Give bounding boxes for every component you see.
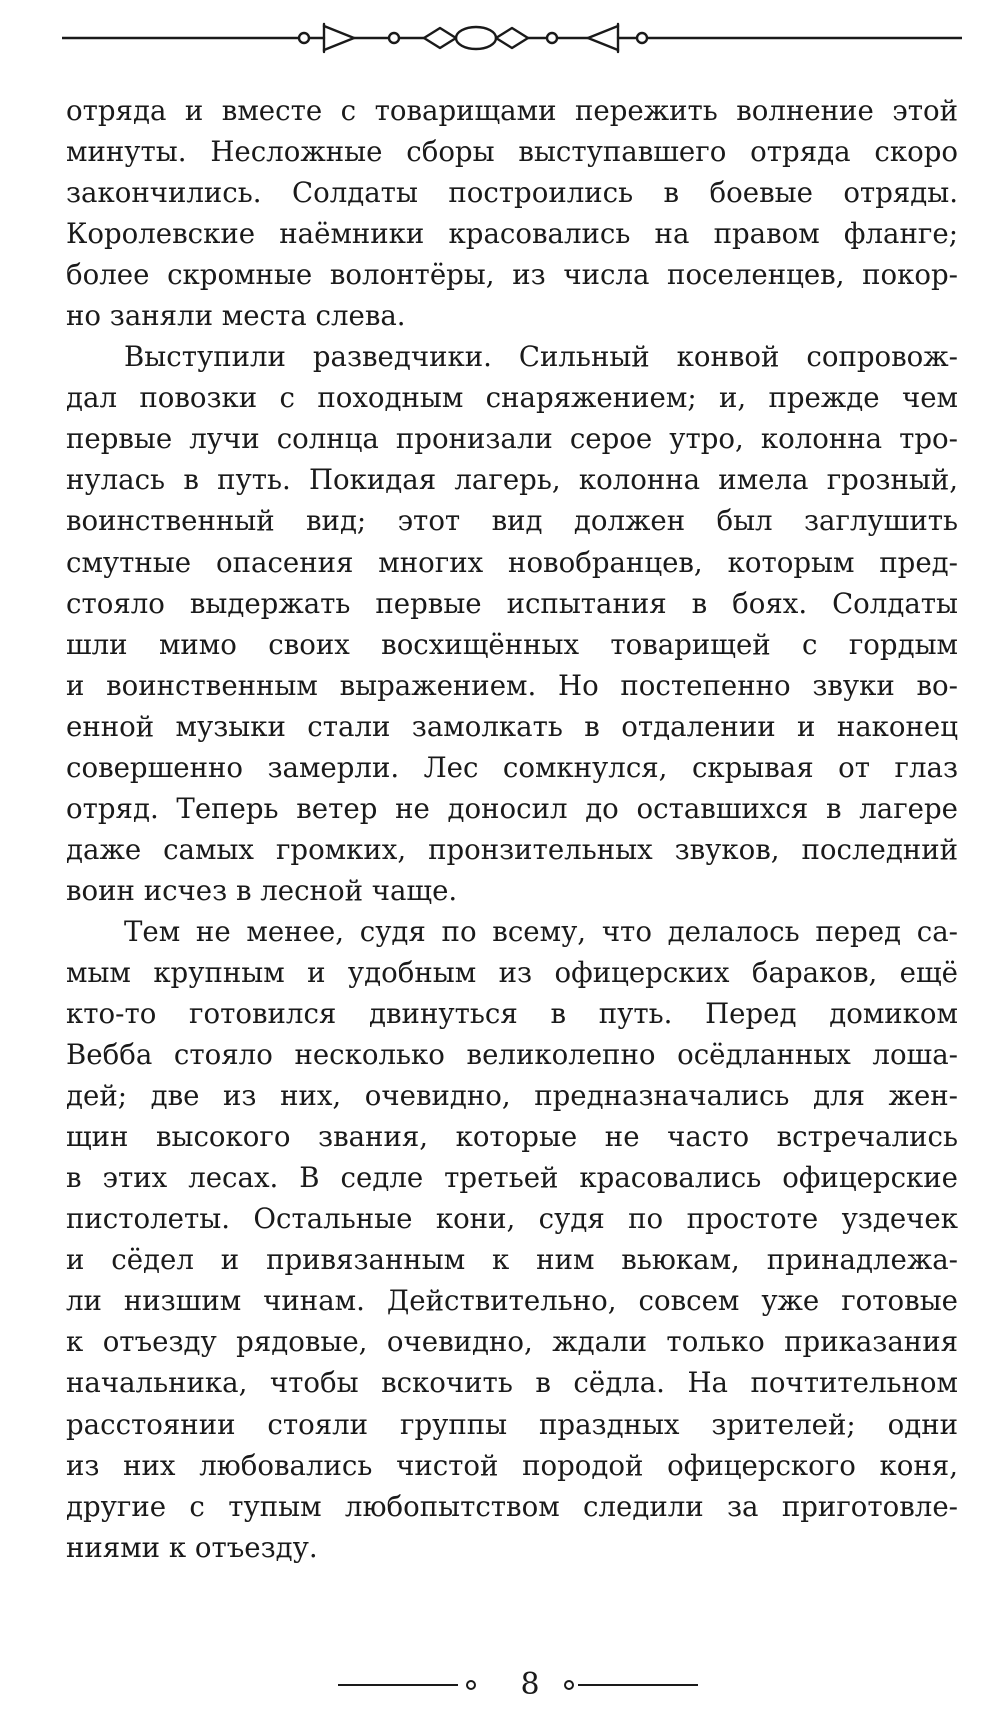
text-line: щин высокого звания, которые не часто встречались — [66, 1120, 958, 1154]
text-line: даже самых громких, пронзительных звуков, последний — [66, 832, 958, 866]
text-line: расстоянии стояли группы праздных зрителей; одни — [66, 1407, 958, 1441]
text-line: воинственный вид; этот вид должен был заглушить — [66, 504, 958, 538]
text-line: дал повозки с походным снаряжением; и, прежде чем — [66, 381, 958, 415]
text-line: отряда и вместе с товарищами пережить волнение этой — [66, 94, 958, 127]
page-footer — [0, 1665, 1000, 1705]
text-line: нулась в путь. Покидая лагерь, колонна имела грозный, — [66, 463, 958, 497]
text-line: ли низшим чинам. Действительно, совсем уже готовые — [66, 1284, 958, 1318]
text-line: и воинственным выражением. Но постепенно звуки во- — [66, 668, 958, 702]
text-line: из них любовались чистой породой офицерского коня, — [66, 1448, 958, 1482]
text-line: пистолеты. Остальные кони, судя по простоте уздечек — [66, 1202, 958, 1236]
text-line: стояло выдержать первые испытания в боях. Солдаты — [66, 586, 958, 620]
text-line: смутные опасения многих новобранцев, которым пред- — [66, 545, 958, 579]
text-line: более скромные волонтёры, из числа поселенцев, покор- — [66, 258, 958, 292]
text-line: начальника, чтобы вскочить в сёдла. На почтительном — [66, 1366, 958, 1400]
footer-dot-left — [466, 1680, 476, 1690]
text-line: к отъезду рядовые, очевидно, ждали только приказания — [66, 1325, 958, 1359]
text-line: закончились. Солдаты построились в боевые отряды. — [66, 176, 958, 210]
text-line: в этих лесах. В седле третьей красовались офицерские — [66, 1161, 958, 1195]
text-line: другие с тупым любопытством следили за приготовле- — [66, 1489, 958, 1523]
footer-rule-left — [338, 1684, 458, 1686]
text-line: дей; две из них, очевидно, предназначались для жен- — [66, 1079, 958, 1113]
text-line: но заняли места слева. — [66, 299, 406, 333]
text-line: кто-то готовился двинуться в путь. Перед домиком — [66, 997, 958, 1031]
text-line: отряд. Теперь ветер не доносил до оставшихся в лагере — [66, 791, 958, 825]
text-line: Тем не менее, судя по всему, что делалось перед са- — [124, 914, 958, 948]
footer-rule-right — [578, 1684, 698, 1686]
text-line: Вебба стояло несколько великолепно осёдланных лоша- — [66, 1038, 958, 1072]
text-line: минуты. Несложные сборы выступавшего отряда скоро — [66, 135, 958, 169]
body-text — [66, 90, 958, 1568]
text-line: воин исчез в лесной чаще. — [66, 873, 458, 907]
footer-dot-right — [564, 1680, 574, 1690]
text-line: шли мимо своих восхищённых товарищей с гордым — [66, 627, 958, 661]
page-number: 8 — [520, 1667, 540, 1702]
text-line: Выступили разведчики. Сильный конвой сопровож- — [124, 340, 958, 374]
text-line: мым крупным и удобным из офицерских бараков, ещё — [66, 955, 958, 989]
text-line: первые лучи солнца пронизали серое утро, колонна тро- — [66, 422, 958, 456]
header-ornament — [62, 14, 962, 62]
text-line: ниями к отъезду. — [66, 1530, 318, 1564]
text-line: енной музыки стали замолкать в отдалении и наконец — [66, 709, 958, 743]
text-line: Королевские наёмники красовались на правом фланге; — [66, 217, 958, 251]
text-line: и сёдел и привязанным к ним вьюкам, принадлежа- — [66, 1243, 958, 1277]
text-line: совершенно замерли. Лес сомкнулся, скрывая от глаз — [66, 750, 958, 784]
